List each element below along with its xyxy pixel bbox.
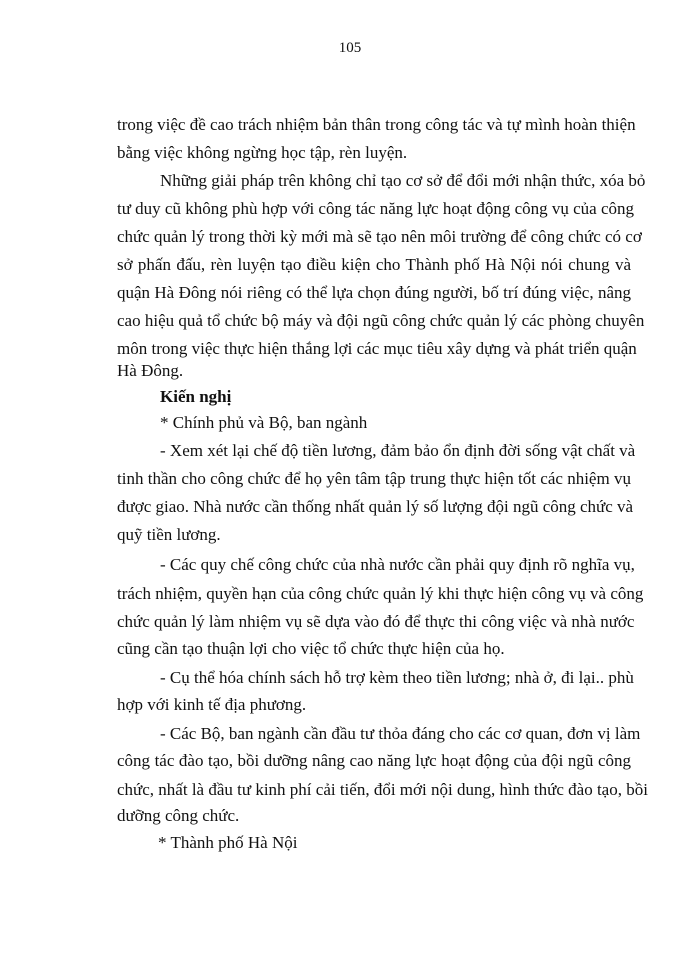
text-line: - Xem xét lại chế độ tiền lương, đảm bảo ổn định đời sống vật chất và <box>160 441 636 460</box>
text-line: chức quản lý làm nhiệm vụ sẽ dựa vào đó để thực thi công việc và nhà nước <box>117 612 635 631</box>
page-number: 105 <box>338 40 362 56</box>
text-line: - Các quy chế công chức của nhà nước cần phải quy định rõ nghĩa vụ, <box>160 555 635 574</box>
text-line: Hà Đông. <box>117 361 184 380</box>
text-line: hợp với kinh tế địa phương. <box>117 695 307 714</box>
text-line: môn trong việc thực hiện thắng lợi các mục tiêu xây dựng và phát triển quận <box>117 339 637 358</box>
text-line: bằng việc không ngừng học tập, rèn luyện. <box>117 143 408 162</box>
text-line: tinh thần cho công chức để họ yên tâm tập trung thực hiện tốt các nhiệm vụ <box>117 469 631 488</box>
subsection-heading-government: * Chính phủ và Bộ, ban ngành <box>160 413 368 432</box>
text-line: cao hiệu quả tổ chức bộ máy và đội ngũ công chức quản lý các phòng chuyên <box>117 311 645 330</box>
text-line: - Cụ thể hóa chính sách hỗ trợ kèm theo tiền lương; nhà ở, đi lại.. phù <box>160 668 634 687</box>
text-line: dưỡng công chức. <box>117 806 240 825</box>
text-line: cũng cần tạo thuận lợi cho việc tổ chức thực hiện của họ. <box>117 639 505 658</box>
section-heading-recommendations: Kiến nghị <box>160 387 232 406</box>
text-line: trong việc đề cao trách nhiệm bản thân trong công tác và tự mình hoàn thiện <box>117 115 636 134</box>
text-line: trách nhiệm, quyền hạn của công chức quản lý khi thực hiện công vụ và công <box>117 584 644 603</box>
text-line: tư duy cũ không phù hợp với công tác năng lực hoạt động công vụ của công <box>117 199 635 218</box>
text-line: được giao. Nhà nước cần thống nhất quản lý số lượng đội ngũ công chức và <box>117 497 634 516</box>
text-line: công tác đào tạo, bồi dưỡng nâng cao năng lực hoạt động của đội ngũ công <box>117 751 631 770</box>
text-line: Những giải pháp trên không chỉ tạo cơ sở để đổi mới nhận thức, xóa bỏ <box>160 171 646 190</box>
text-line: - Các Bộ, ban ngành cần đầu tư thỏa đáng cho các cơ quan, đơn vị làm <box>160 724 641 743</box>
text-line: quỹ tiền lương. <box>117 525 221 544</box>
subsection-heading-hanoi: * Thành phố Hà Nội <box>158 833 298 852</box>
text-line: sở phấn đấu, rèn luyện tạo điều kiện cho Thành phố Hà Nội nói chung và <box>117 255 631 274</box>
text-line: quận Hà Đông nói riêng có thể lựa chọn đúng người, bố trí đúng việc, nâng <box>117 283 631 302</box>
text-line: chức, nhất là đầu tư kinh phí cải tiến, đổi mới nội dung, hình thức đào tạo, bồi <box>117 780 648 799</box>
text-line: chức quản lý trong thời kỳ mới mà sẽ tạo nên môi trường để công chức có cơ <box>117 227 642 246</box>
